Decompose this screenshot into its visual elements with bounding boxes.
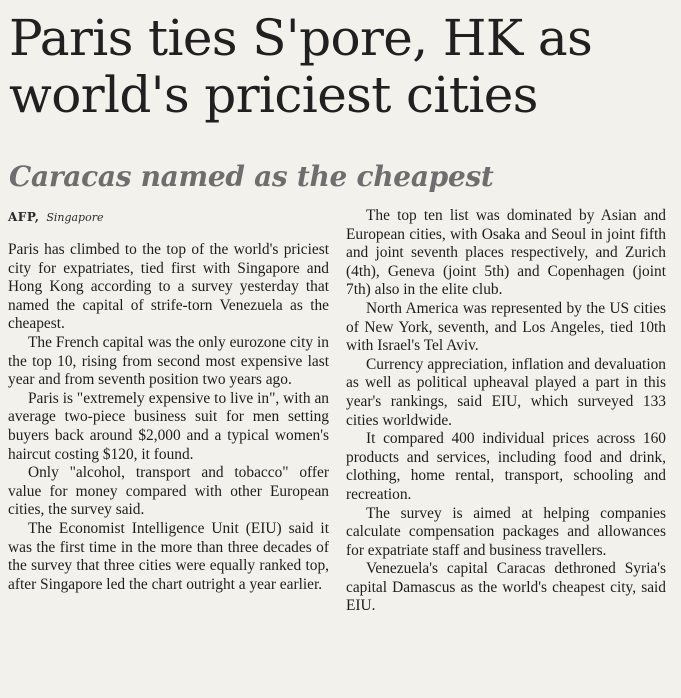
right-column xyxy=(346,207,666,616)
subheadline: Caracas named as the cheapest xyxy=(9,160,494,193)
left-column xyxy=(8,241,329,594)
byline xyxy=(8,209,103,226)
paragraph: The survey is aimed at helping companies calculate compensation packages and allowances for expatriate staff and business travellers. xyxy=(346,504,666,559)
byline-agency: AFP, xyxy=(8,210,40,224)
paragraph: Paris has climbed to the top of the world's priciest city for expatriates, tied first with Singapore and Hong Kong according to a survey yesterday that named the capital of strife-torn Venezuela as the cheapest. xyxy=(8,241,329,333)
paragraph: North America was represented by the US cities of New York, seventh, and Los Angeles, tied 10th with Israel's Tel Aviv. xyxy=(346,299,666,355)
paragraph: The Economist Intelligence Unit (EIU) said it was the first time in the more than three decades of the survey that three cities were equally ranked top, after Singapore led the chart outright a year earlier. xyxy=(8,519,329,593)
paragraph: Venezuela's capital Caracas dethroned Syria's capital Damascus as the world's cheapest city, said EIU. xyxy=(346,560,666,615)
byline-location: Singapore xyxy=(46,211,104,224)
paragraph: Paris is "extremely expensive to live in", with an average two-piece business suit for men setting buyers back around $2,000 and a typical women's haircut costing $120, it found. xyxy=(8,389,329,463)
paragraph: Only "alcohol, transport and tobacco" offer value for money compared with other European cities, the survey said. xyxy=(8,464,329,519)
paragraph: The French capital was the only eurozone city in the top 10, rising from second most expensive last year and from seventh position two years ago. xyxy=(8,333,329,389)
paragraph: It compared 400 individual prices across 160 products and services, including food and drink, clothing, home rental, transport, schooling and recreation. xyxy=(346,430,666,503)
paragraph: The top ten list was dominated by Asian and European cities, with Osaka and Seoul in joint fifth and joint seventh places respectively, and Zurich (4th), Geneva (joint 5th) and Copenhagen (joint 7th) also in the elite club. xyxy=(346,207,666,299)
paragraph: Currency appreciation, inflation and devaluation as well as political upheaval played a part in this year's rankings, said EIU, which surveyed 133 cities worldwide. xyxy=(346,355,666,429)
headline: Paris ties S'pore, HK as world's priciest cities xyxy=(9,9,593,124)
